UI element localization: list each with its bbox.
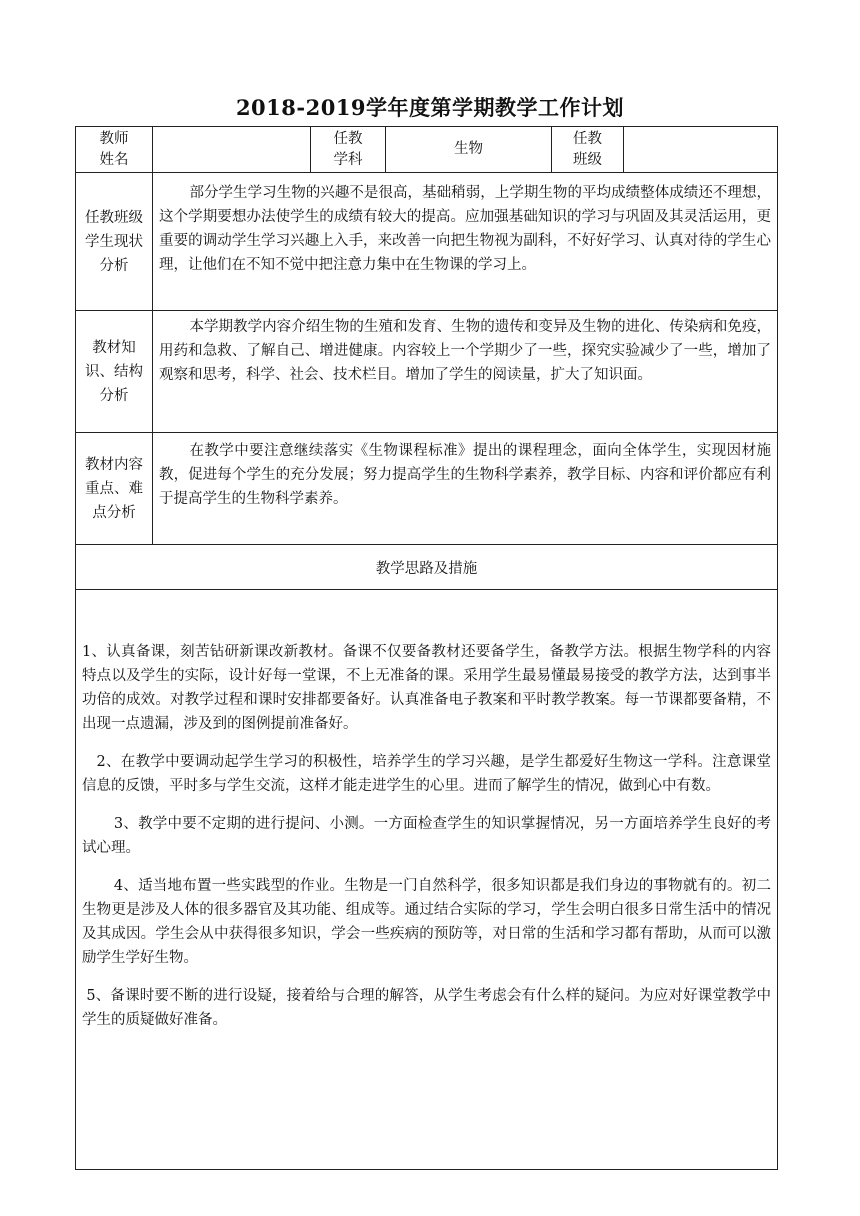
section-row-textbook-structure — [76, 311, 778, 433]
measure-item: 2、在教学中要调动起学生学习的积极性，培养学生的学习兴趣，是学生都爱好生物这一学科。注意课堂信息的反馈，平时多与学生交流，这样才能走进学生的心里。进而了解学生的情况，做到心中有数。 — [82, 754, 771, 794]
measures-content — [76, 590, 778, 1170]
subject-label: 任教 学科 — [311, 127, 386, 173]
measure-item: 5、备课时要不断的进行设疑，接着给与合理的解答，从学生考虑会有什么样的疑问。为应对好课堂教学中学生的质疑做好准备。 — [82, 988, 771, 1028]
section-text: 部分学生学习生物的兴趣不是很高，基础稍弱，上学期生物的平均成绩整体成绩还不理想，这个学期要想办法使学生的成绩有较大的提高。应加强基础知识的学习与巩固及其灵活运用，更重要的调动学生学习兴趣上入手，来改善一向把生物视为副科，不好好学习、认真对待的学生心理，让他们在不知不觉中把注意力集中在生物课的学习上。 — [153, 173, 778, 311]
teacher-name-label: 教师 姓名 — [76, 127, 153, 173]
document-title: 2018-2019学年度第学期教学工作计划 — [235, 95, 625, 120]
teacher-name-value — [153, 127, 311, 173]
class-label: 任教 班级 — [552, 127, 624, 173]
section-label: 教材知 识、结构 分析 — [76, 311, 153, 433]
measures-heading-row — [76, 545, 778, 590]
section-row-student-status — [76, 173, 778, 311]
measures-row — [76, 590, 778, 1170]
plan-table — [75, 126, 778, 1170]
measure-item: 4、适当地布置一些实践型的作业。生物是一门自然科学，很多知识都是我们身边的事物就有的。初二生物更是涉及人体的很多器官及其功能、组成等。通过结合实际的学习，学生会明白很多日常生活中的情况及其成因。学生会从中获得很多知识，学会一些疾病的预防等，对日常的生活和学习都有帮助，从而可以激励学生学好生物。 — [82, 878, 771, 966]
measures-heading: 教学思路及措施 — [76, 545, 778, 590]
section-text: 在教学中要注意继续落实《生物课程标准》提出的课程理念，面向全体学生，实现因材施教，促进每个学生的充分发展；努力提高学生的生物科学素养，教学目标、内容和评价都应有利于提高学生的生物科学素养。 — [153, 433, 778, 545]
measure-item: 3、教学中要不定期的进行提问、小测。一方面检查学生的知识掌握情况，另一方面培养学生良好的考试心理。 — [82, 816, 771, 856]
subject-value: 生物 — [386, 127, 552, 173]
section-label: 教材内容 重点、难 点分析 — [76, 433, 153, 545]
section-text: 本学期教学内容介绍生物的生殖和发育、生物的遗传和变异及生物的进化、传染病和免疫，用药和急救、了解自己、增进健康。内容较上一个学期少了一些，探究实验减少了一些，增加了观察和思考，科学、社会、技术栏目。增加了学生的阅读量，扩大了知识面。 — [153, 311, 778, 433]
class-value — [624, 127, 778, 173]
section-label: 任教班级 学生现状 分析 — [76, 173, 153, 311]
section-row-key-points — [76, 433, 778, 545]
header-row — [76, 127, 778, 173]
measure-item: 1、认真备课，刻苦钻研新课改新教材。备课不仅要备教材还要备学生，备教学方法。根据生物学科的内容特点以及学生的实际，设计好每一堂课，不上无准备的课。采用学生最易懂最易接受的教学方法，达到事半功倍的成效。对教学过程和课时安排都要备好。认真准备电子教案和平时教学教案。每一节课都要备精，不出现一点遗漏，涉及到的图例提前准备好。 — [82, 644, 771, 732]
